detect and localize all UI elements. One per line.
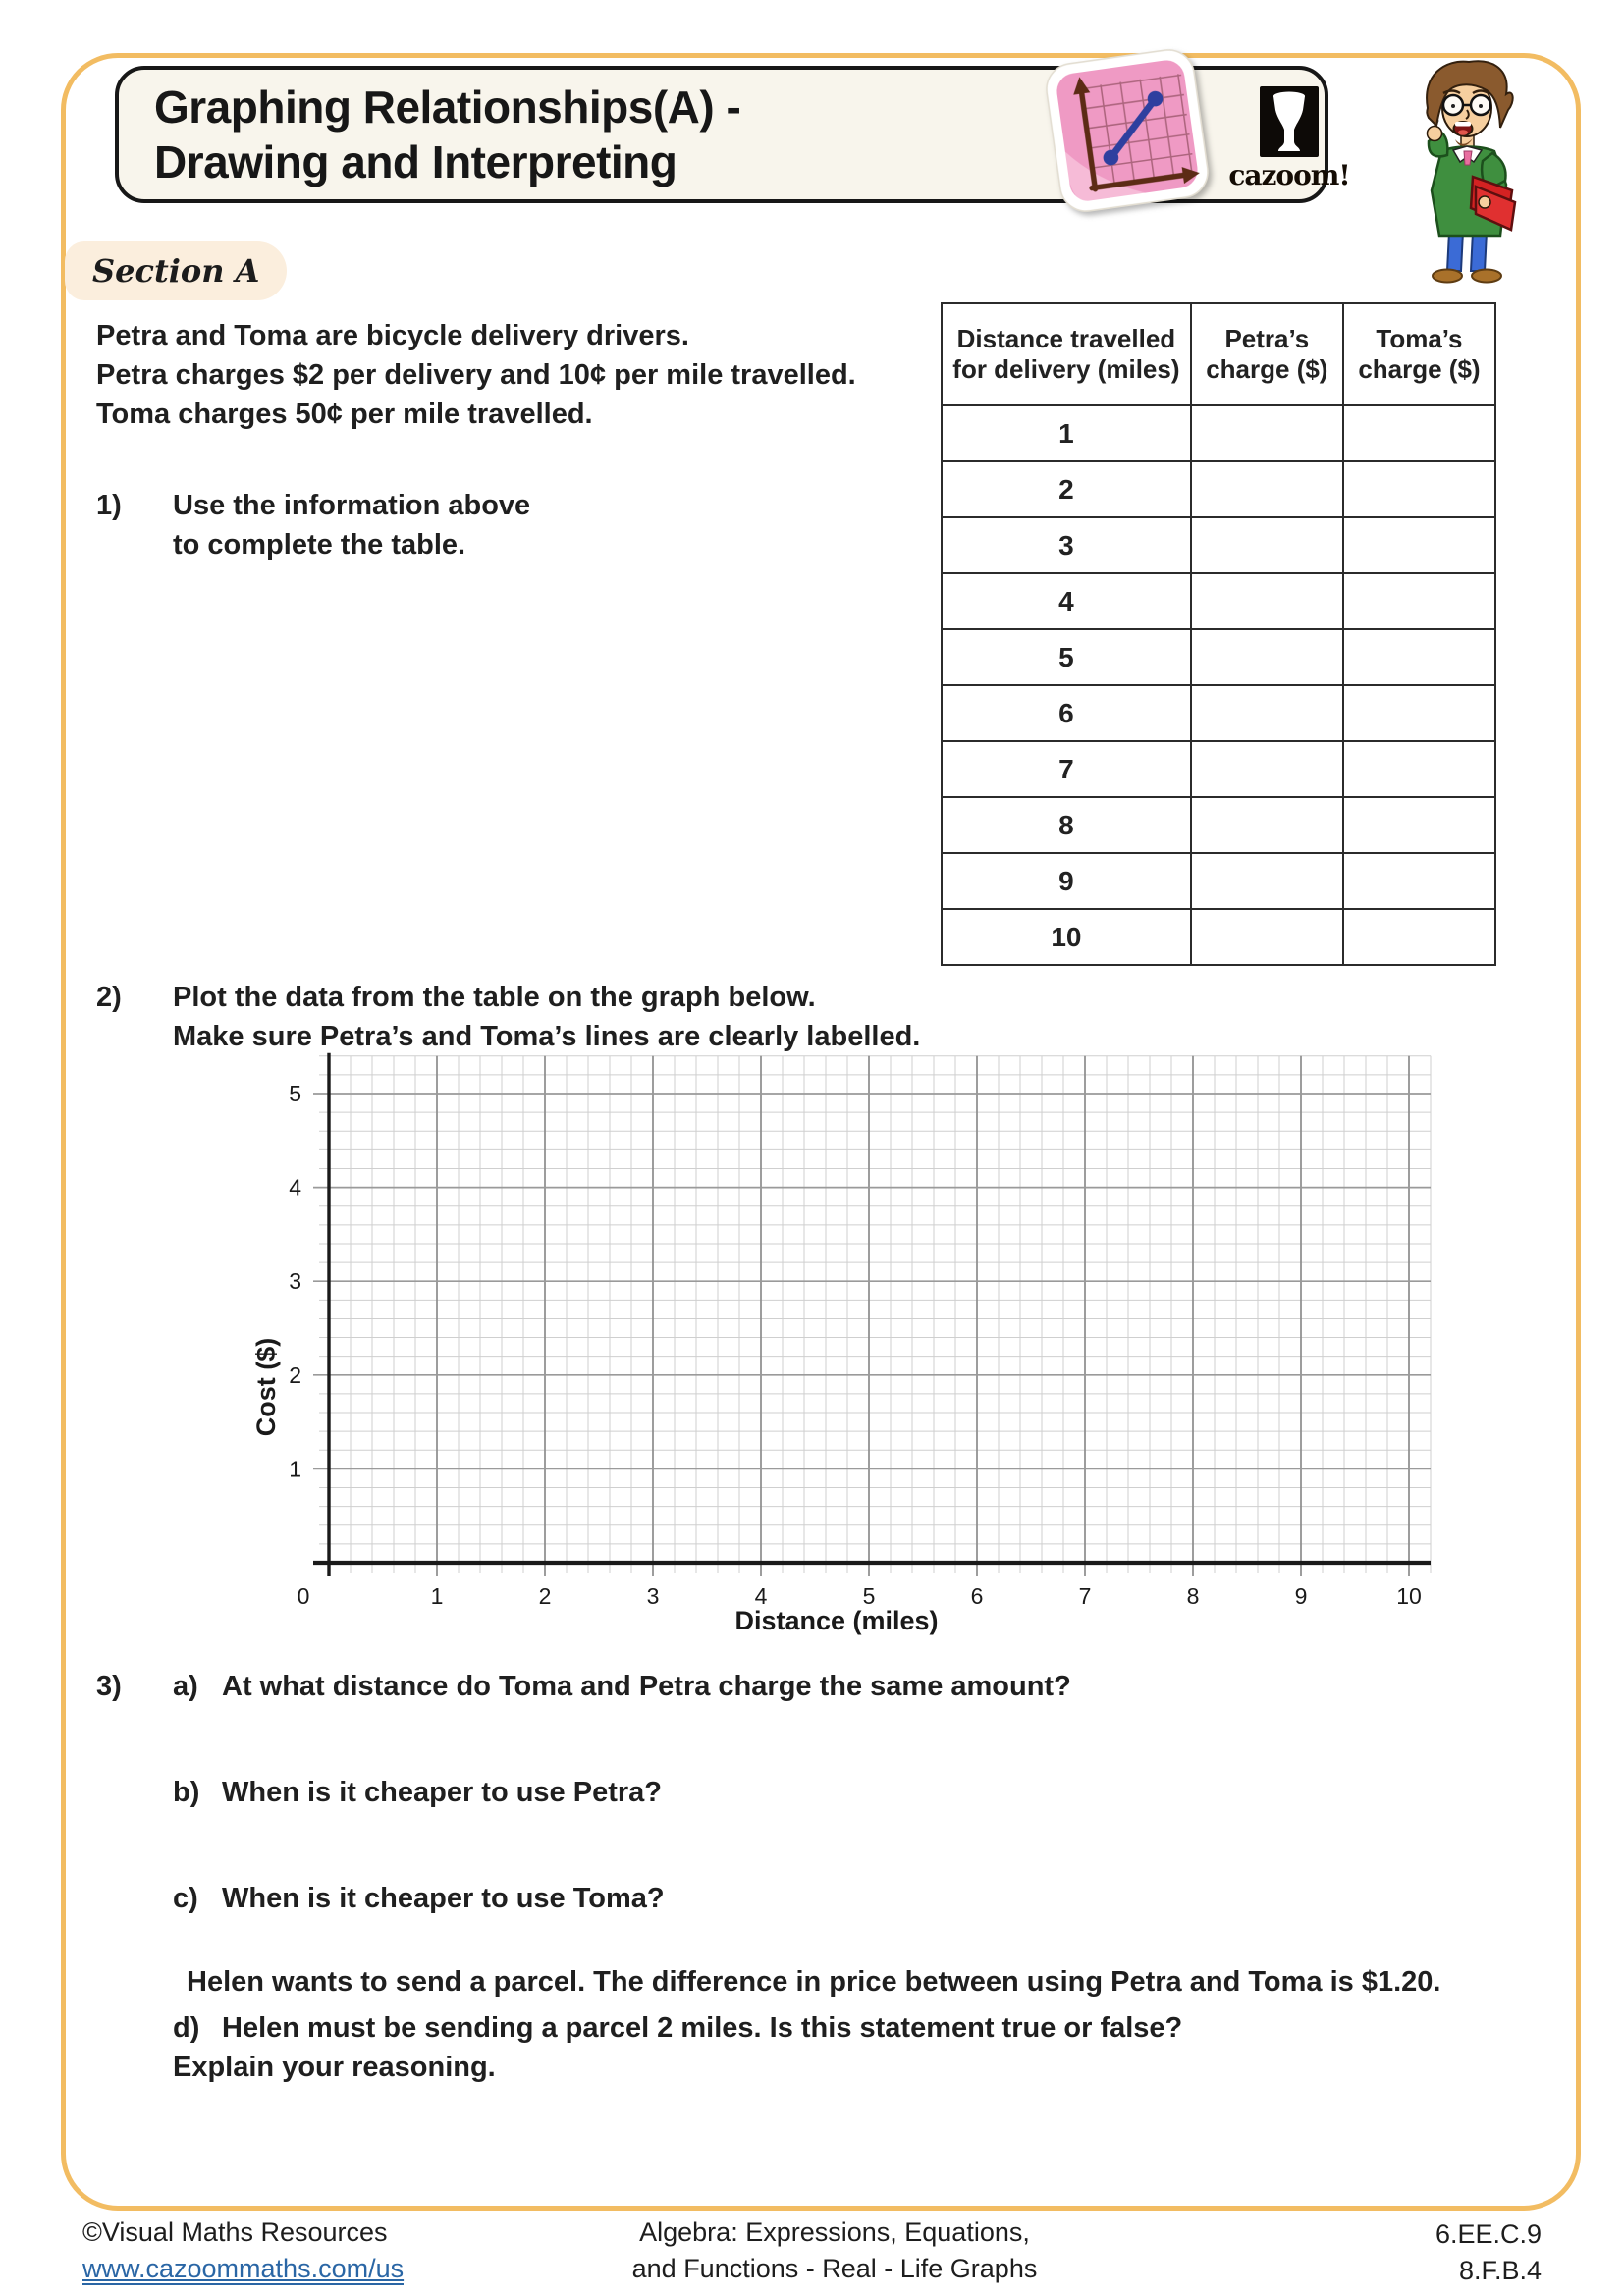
standard-code-1: 6.EE.C.9 [1435, 2219, 1542, 2249]
toma-answer-cell [1343, 909, 1495, 965]
distance-cell: 3 [942, 517, 1191, 573]
y-tick-label: 5 [289, 1081, 301, 1106]
question-1-number: 1) [96, 490, 122, 521]
question-3a-text: At what distance do Toma and Petra charge the same amount? [222, 1671, 1071, 1702]
blank-plotting-grid [236, 1044, 1463, 1637]
intro-text [96, 316, 856, 434]
column-header-toma: Toma’s charge ($) [1343, 303, 1495, 405]
petra-answer-cell [1191, 909, 1343, 965]
distance-cell: 10 [942, 909, 1191, 965]
intro-line: Petra and Toma are bicycle delivery drivers. [96, 320, 689, 351]
table-row [942, 517, 1495, 573]
y-tick-label: 4 [289, 1174, 301, 1201]
x-axis-label: Distance (miles) [734, 1606, 939, 1635]
question-3c [173, 1879, 665, 1918]
table-row [942, 741, 1495, 797]
distance-cell: 2 [942, 461, 1191, 517]
toma-answer-cell [1343, 797, 1495, 853]
table-row [942, 909, 1495, 965]
toma-answer-cell [1343, 629, 1495, 685]
y-axis-label: Cost ($) [251, 1337, 281, 1437]
distance-cell: 6 [942, 685, 1191, 741]
question-3d-note: Helen wants to send a parcel. The difference in price between using Petra and Toma is $1.20. [187, 1966, 1441, 1998]
x-tick-label: 8 [1186, 1583, 1200, 1609]
table-row [942, 573, 1495, 629]
page-title-line2: Drawing and Interpreting [154, 136, 677, 187]
footer-standards [1316, 2216, 1542, 2289]
petra-answer-cell [1191, 629, 1343, 685]
petra-answer-cell [1191, 741, 1343, 797]
intro-line: Petra charges $2 per delivery and 10¢ per mile travelled. [96, 359, 856, 391]
toma-answer-cell [1343, 405, 1495, 461]
question-3c-letter: c) [173, 1883, 198, 1914]
question-2-line2: Make sure Petra’s and Toma’s lines are clearly labelled. [173, 1021, 921, 1052]
cazoom-drum-icon [1260, 86, 1319, 157]
table-row [942, 461, 1495, 517]
petra-answer-cell [1191, 461, 1343, 517]
question-3a-letter: a) [173, 1671, 198, 1702]
distance-cell: 1 [942, 405, 1191, 461]
subject-line2: and Functions - Real - Life Graphs [631, 2254, 1038, 2283]
cazoom-logo-text: cazoom! [1228, 159, 1350, 191]
footer-center [393, 2215, 1276, 2287]
toma-answer-cell [1343, 517, 1495, 573]
toma-answer-cell [1343, 685, 1495, 741]
question-3b [173, 1773, 662, 1812]
column-header-petra: Petra’s charge ($) [1191, 303, 1343, 405]
question-3c-text: When is it cheaper to use Toma? [222, 1883, 665, 1914]
teacher-character [1398, 53, 1540, 287]
petra-answer-cell [1191, 517, 1343, 573]
section-a-pill [65, 241, 287, 300]
data-table [941, 302, 1496, 966]
question-2-number: 2) [96, 982, 122, 1013]
x-tick-label: 3 [646, 1583, 660, 1609]
table-row [942, 797, 1495, 853]
distance-cell: 5 [942, 629, 1191, 685]
question-1-line1: Use the information above [173, 490, 531, 521]
table-row [942, 685, 1495, 741]
section-a-label: Section A [92, 252, 260, 290]
x-tick-label: 5 [862, 1583, 876, 1609]
toma-answer-cell [1343, 853, 1495, 909]
question-3d-letter: d) [173, 2012, 200, 2044]
page-title-line1: Graphing Relationships(A) - [154, 81, 741, 133]
question-3d [173, 2008, 1182, 2048]
x-tick-label: 0 [297, 1583, 310, 1609]
toma-answer-cell [1343, 741, 1495, 797]
standard-code-2: 8.F.B.4 [1458, 2256, 1542, 2285]
footer-left [82, 2215, 404, 2287]
question-3d-text: Helen must be sending a parcel 2 miles. Is this statement true or false? [222, 2012, 1183, 2044]
table-row [942, 405, 1495, 461]
question-3a [96, 1667, 1071, 1706]
x-tick-label: 6 [970, 1583, 984, 1609]
x-tick-label: 10 [1396, 1583, 1422, 1609]
x-tick-label: 7 [1078, 1583, 1092, 1609]
petra-answer-cell [1191, 405, 1343, 461]
y-tick-label: 1 [289, 1456, 301, 1482]
table-header-row [942, 303, 1495, 405]
column-header-distance: Distance travelled for delivery (miles) [942, 303, 1191, 405]
x-tick-label: 1 [430, 1583, 444, 1609]
copyright-text: ©Visual Maths Resources [82, 2217, 388, 2247]
website-link[interactable]: www.cazoommaths.com/us [82, 2254, 405, 2283]
toma-answer-cell [1343, 573, 1495, 629]
question-3-number: 3) [96, 1671, 122, 1702]
y-tick-label: 3 [289, 1268, 301, 1295]
distance-cell: 4 [942, 573, 1191, 629]
x-tick-label: 2 [538, 1583, 552, 1609]
question-2-line1: Plot the data from the table on the graph below. [173, 982, 816, 1013]
graph-sticker-icon [1041, 44, 1214, 217]
cazoom-logo [1227, 86, 1351, 191]
table-row [942, 853, 1495, 909]
petra-answer-cell [1191, 853, 1343, 909]
question-3b-letter: b) [173, 1777, 200, 1808]
intro-line: Toma charges 50¢ per mile travelled. [96, 399, 593, 430]
y-tick-label: 2 [289, 1362, 301, 1388]
distance-cell: 7 [942, 741, 1191, 797]
x-tick-label: 9 [1294, 1583, 1308, 1609]
x-tick-label: 4 [754, 1583, 768, 1609]
question-1 [96, 486, 530, 564]
distance-cell: 8 [942, 797, 1191, 853]
petra-answer-cell [1191, 685, 1343, 741]
subject-line1: Algebra: Expressions, Equations, [639, 2217, 1030, 2247]
question-3b-text: When is it cheaper to use Petra? [222, 1777, 662, 1808]
question-3d-text2: Explain your reasoning. [173, 2052, 496, 2083]
petra-answer-cell [1191, 797, 1343, 853]
distance-cell: 9 [942, 853, 1191, 909]
toma-answer-cell [1343, 461, 1495, 517]
petra-answer-cell [1191, 573, 1343, 629]
question-1-line2: to complete the table. [173, 529, 466, 561]
table-row [942, 629, 1495, 685]
